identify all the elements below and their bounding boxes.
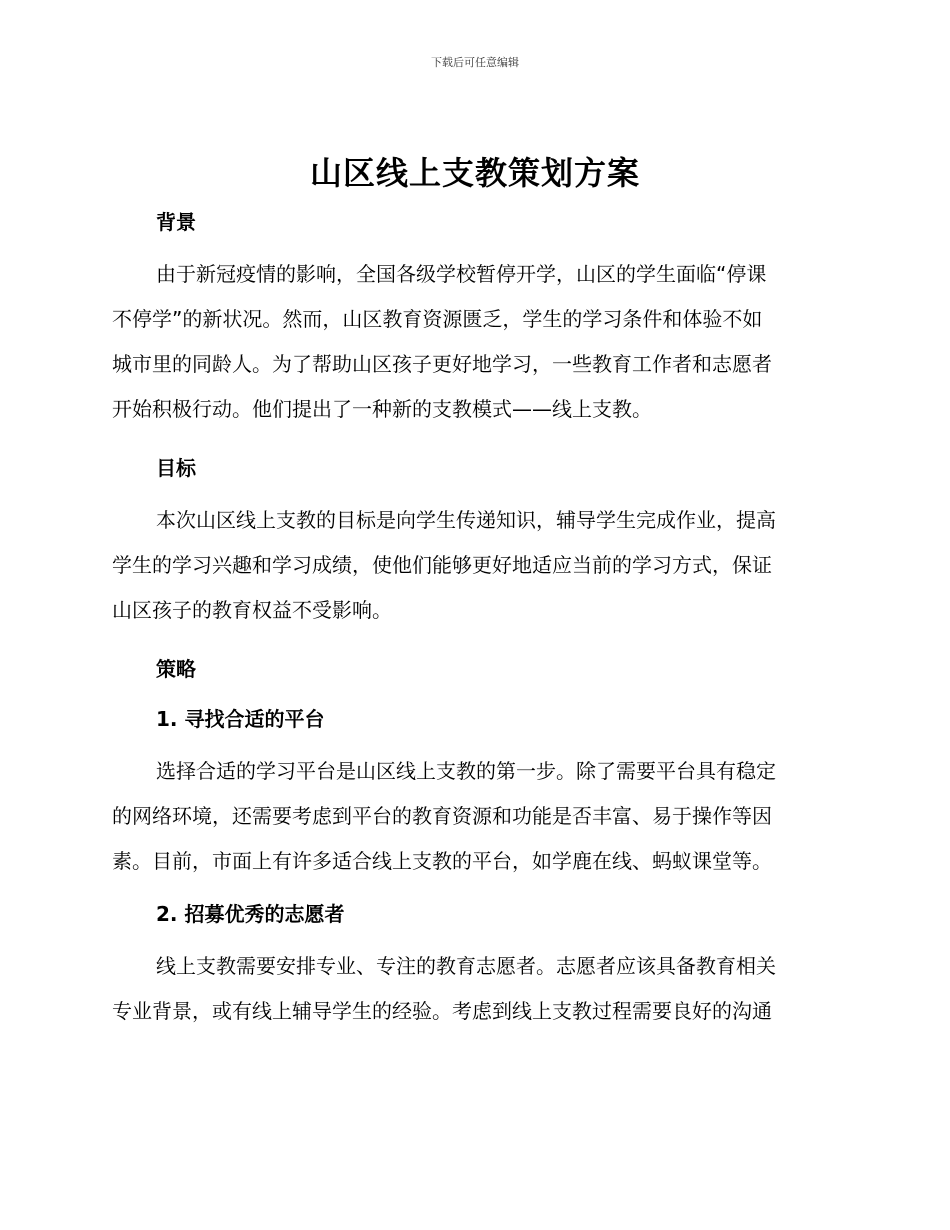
paragraph-goal: 本次山区线上支教的目标是向学生传递知识，辅导学生完成作业，提高 学生的学习兴趣和学习成绩，使他们能够更好地适应当前的学习方式，保证 山区孩子的教育权益不受影响。: [112, 508, 776, 622]
section-heading-background: 背景: [156, 210, 196, 234]
header-note: 下载后可任意编辑: [431, 56, 519, 69]
subheading-volunteers: 2. 招募优秀的志愿者: [156, 902, 345, 926]
subheading-platform: 1. 寻找合适的平台: [156, 707, 325, 731]
paragraph-platform: 选择合适的学习平台是山区线上支教的第一步。除了需要平台具有稳定 的网络环境，还需要考虑到平台的教育资源和功能是否丰富、易于操作等因 素。目前，市面上有许多适合线上支教的平台，如学鹿在线、蚂蚁课堂等。: [112, 759, 776, 873]
section-heading-goal: 目标: [156, 456, 196, 480]
section-heading-strategy: 策略: [156, 657, 196, 681]
document-body: [112, 202, 832, 1034]
document-title: 山区线上支教策划方案: [309, 154, 640, 192]
paragraph-volunteers: 线上支教需要安排专业、专注的教育志愿者。志愿者应该具备教育相关 专业背景，或有线上辅导学生的经验。考虑到线上支教过程需要良好的沟通: [112, 954, 776, 1023]
paragraph-background: 由于新冠疫情的影响，全国各级学校暂停开学，山区的学生面临“停课 不停学”的新状况。然而，山区教育资源匮乏，学生的学习条件和体验不如 城市里的同龄人。为了帮助山区孩子更好地学习，一些教育工作者和志愿者 开始积极行动。他们提出了一种新的支教模式——线上支教。: [112, 262, 772, 421]
